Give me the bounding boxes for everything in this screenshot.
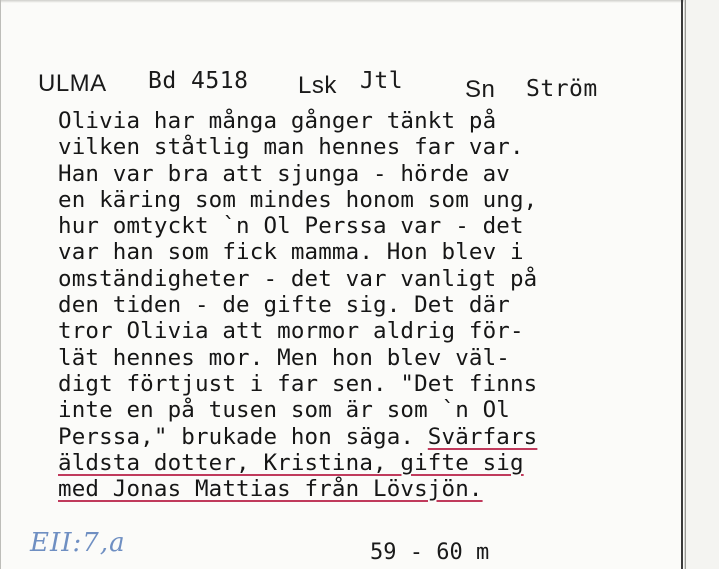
text-line: digt förtjust i far sen. "Det finns	[58, 370, 538, 397]
underlined-text: Svärfars	[427, 423, 538, 450]
text-line: tror Olivia att mormor aldrig för-	[58, 318, 524, 345]
text-line: vilken ståtlig man hennes far var.	[58, 134, 524, 161]
archive-code: ULMA	[38, 70, 107, 97]
parish-value: Ström	[526, 76, 598, 102]
underlined-text: med Jonas Mattias från Lövsjön.	[58, 476, 483, 503]
handwritten-note: EII:7,a	[30, 528, 126, 558]
text-line	[58, 424, 658, 450]
text-line: var han som fick mamma. Hon blev i	[58, 239, 524, 266]
parish-label: Sn	[465, 76, 496, 103]
text-line: lät hennes mor. Men hon blev väl-	[58, 344, 510, 371]
card-body-text	[58, 108, 658, 502]
text-line	[58, 450, 658, 476]
text-line: Olivia har många gånger tänkt på	[58, 108, 497, 134]
text-line: omständigheter - det var vanligt på	[58, 265, 538, 292]
text-line-start: Perssa," brukade hon säga.	[58, 423, 428, 450]
card-header	[38, 68, 638, 104]
text-line: Han var bra att sjunga - hörde av	[58, 160, 510, 187]
scan-right-border-inner	[685, 0, 686, 569]
province-label: Lsk	[298, 72, 337, 99]
scan-left-edge	[0, 0, 1, 569]
text-line: en käring som mindes honom som ung,	[58, 186, 538, 213]
text-line: inte en på tusen som är som `n Ol	[58, 397, 510, 424]
text-line: hur omtyckt `n Ol Perssa var - det	[58, 213, 524, 240]
page-reference: 59 - 60 m	[370, 540, 490, 565]
underlined-text: äldsta dotter, Kristina, gifte sig	[58, 449, 524, 476]
text-line: den tiden - de gifte sig. Det där	[58, 292, 510, 319]
province-value: Jtl	[360, 68, 404, 94]
scan-right-margin	[684, 0, 719, 569]
record-number: Bd 4518	[148, 68, 249, 94]
text-line	[58, 476, 658, 502]
scan-right-border	[681, 0, 683, 569]
scan-top-edge	[0, 0, 719, 3]
